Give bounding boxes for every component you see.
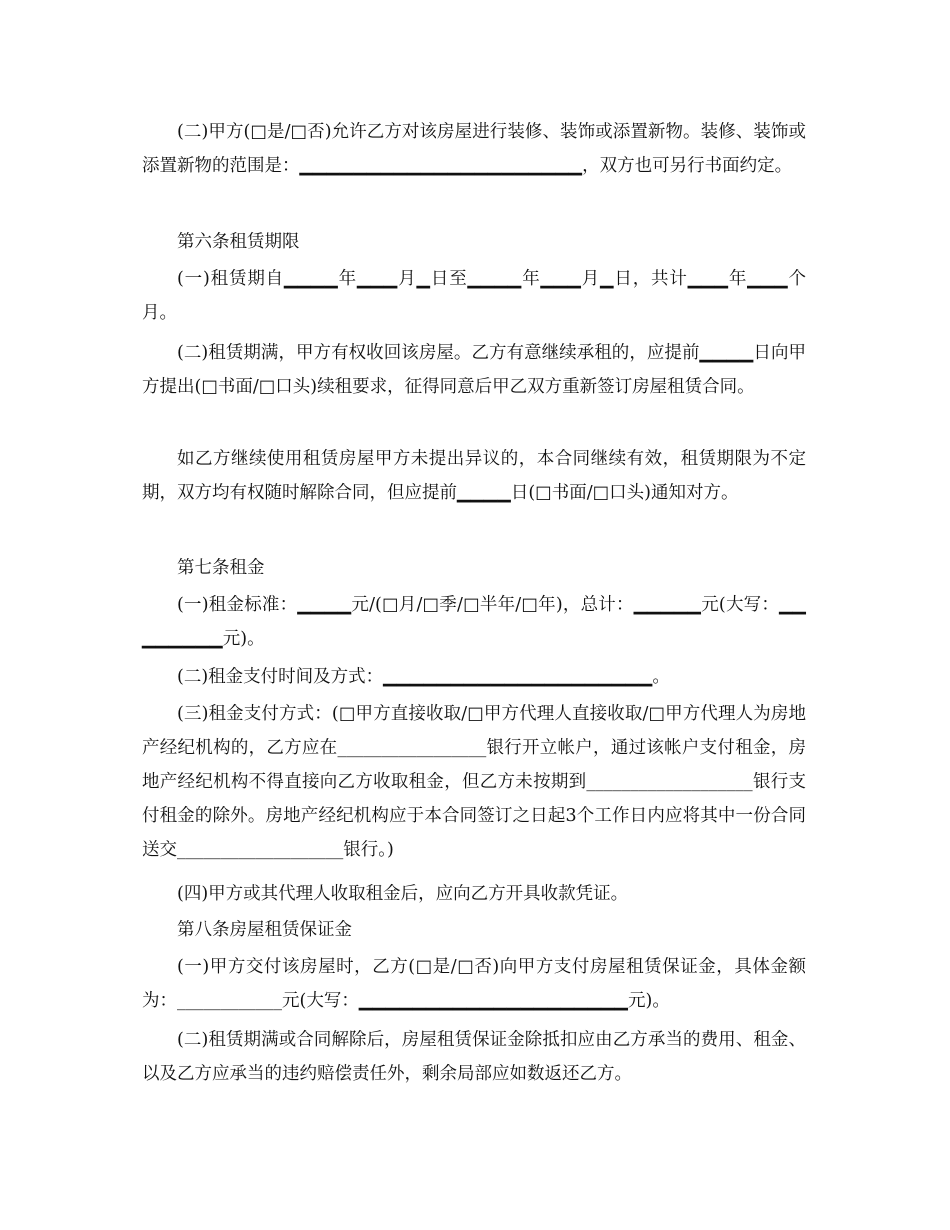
clause-7-3-paragraph [142, 697, 806, 867]
heading-text: 第六条租赁期限 [177, 232, 300, 252]
paragraph-text: (四)甲方或其代理人收取租金后，应向乙方开具收款凭证。 [177, 884, 629, 904]
paragraph-text: (二)租赁期满，甲方有权收回该房屋。乙方有意继续承租的，应提前▁▁▁▁日向甲方提出(□书面/□口头)续租要求，征得同意后甲乙双方重新签订房屋租赁合同。 [142, 343, 806, 397]
paragraph-text: (一)租赁期自▁▁▁▁年▁▁▁月▁日至▁▁▁▁年▁▁▁月▁日，共计▁▁▁年▁▁▁个月。 [142, 269, 806, 323]
paragraph-text: (二)租金支付时间及方式：▁▁▁▁▁▁▁▁▁▁▁▁▁▁▁▁▁▁▁▁。 [177, 667, 670, 687]
clause-7-1-paragraph [142, 588, 806, 656]
paragraph-text: (一)租金标准：▁▁▁▁元/(□月/□季/□半年/□年)，总计：▁▁▁▁▁元(大写：▁▁▁▁▁▁▁▁元)。 [142, 595, 806, 649]
clause-5-2-paragraph [142, 115, 806, 183]
clause-8-1-paragraph [142, 950, 806, 1018]
article-7-heading [142, 551, 806, 585]
heading-text: 第七条租金 [177, 558, 265, 578]
clause-8-2-paragraph [142, 1023, 806, 1091]
clause-6-2-paragraph [142, 336, 806, 404]
clause-7-2-paragraph [142, 660, 806, 694]
heading-text: 第八条房屋租赁保证金 [177, 920, 352, 940]
article-8-heading [142, 913, 806, 947]
paragraph-text: (三)租金支付方式：(□甲方直接收取/□甲方代理人直接收取/□甲方代理人为房地产经纪机构的，乙方应在_________________银行开立帐户，通过该帐户支付租金，房地产经纪机构不得直接向乙方收取租金，但乙方未按期到___________________银行支付租金的除外。房地产经纪机构应于本合同签订之日起3个工作日内应将其中一份合同送交___________________银行。) [142, 704, 806, 860]
continuation-paragraph [142, 442, 806, 510]
paragraph-text: (二)甲方(□是/□否)允许乙方对该房屋进行装修、装饰或添置新物。装修、装饰或添置新物的范围是：▁▁▁▁▁▁▁▁▁▁▁▁▁▁▁▁▁▁▁▁▁，双方也可另行书面约定。 [142, 122, 806, 176]
paragraph-text: (二)租赁期满或合同解除后，房屋租赁保证金除抵扣应由乙方承当的费用、租金、以及乙方应承当的违约赔偿责任外，剩余局部应如数返还乙方。 [142, 1030, 806, 1084]
paragraph-text: 如乙方继续使用租赁房屋甲方未提出异议的，本合同继续有效，租赁期限为不定期，双方均有权随时解除合同，但应提前▁▁▁▁日(□书面/□口头)通知对方。 [142, 449, 806, 503]
clause-6-1-paragraph [142, 262, 806, 330]
paragraph-text: (一)甲方交付该房屋时，乙方(□是/□否)向甲方支付房屋租赁保证金，具体金额为：____________元(大写：▁▁▁▁▁▁▁▁▁▁▁▁▁▁▁▁▁▁▁▁元)。 [142, 957, 806, 1011]
article-6-heading [142, 225, 806, 259]
clause-7-4-paragraph [142, 877, 806, 911]
